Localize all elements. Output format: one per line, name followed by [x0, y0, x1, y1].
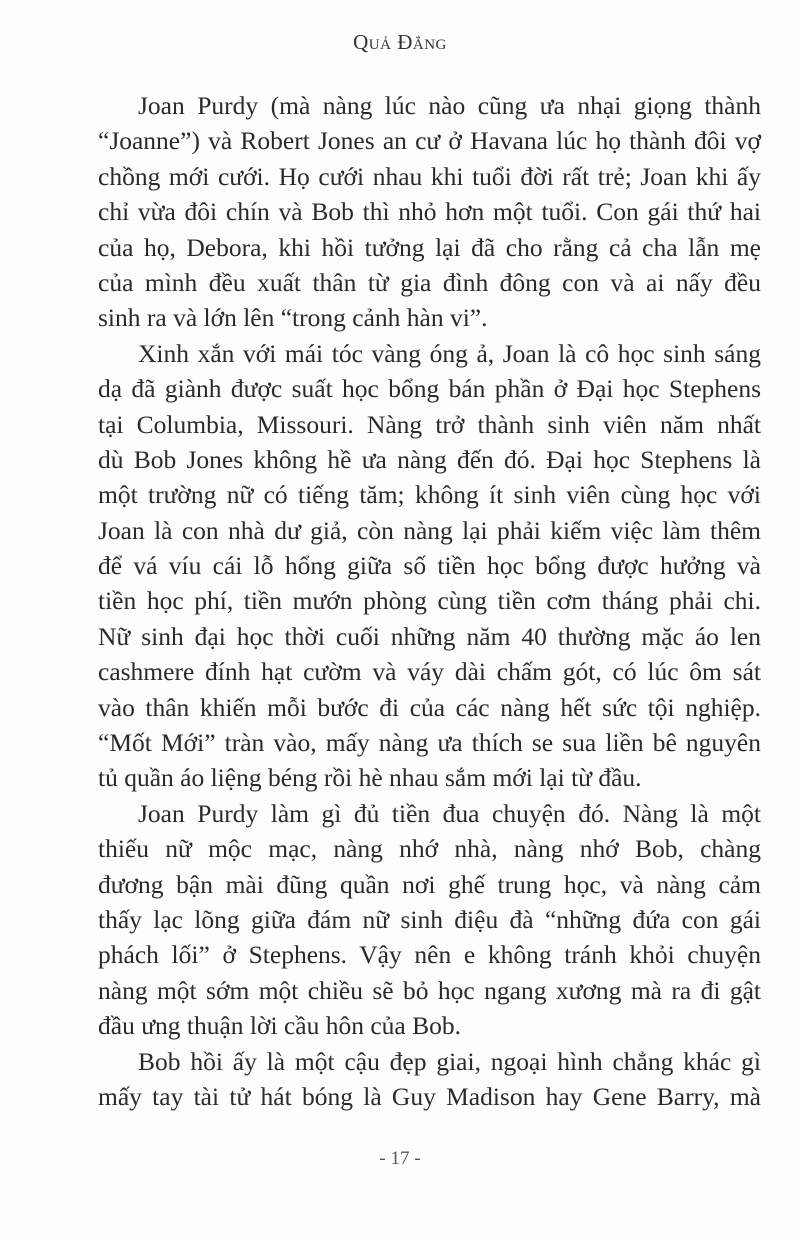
text-line: tại Columbia, Missouri. Nàng trở thành sinh viên năm nhất	[98, 409, 761, 439]
text-line: nàng một sớm một chiều sẽ bỏ học ngang xương mà ra đi gật	[98, 975, 761, 1005]
text-line: “Joanne”) và Robert Jones an cư ở Havana lúc họ thành đôi vợ	[98, 126, 761, 156]
text-line: dạ đã giành được suất học bổng bán phần ở Đại học Stephens	[98, 374, 761, 404]
paragraph	[98, 88, 761, 336]
text-line: mấy tay tài tử hát bóng là Guy Madison hay Gene Barry, mà	[98, 1081, 761, 1111]
running-header: Quả Đắng	[353, 30, 447, 54]
text-line: của mình đều xuất thân từ gia đình đông con và ai nấy đều	[98, 267, 761, 297]
text-line: chồng mới cưới. Họ cưới nhau khi tuổi đời rất trẻ; Joan khi ấy	[98, 161, 761, 191]
text-line: sinh ra và lớn lên “trong cảnh hàn vi”.	[98, 303, 488, 333]
text-line: của họ, Debora, khi hồi tưởng lại đã cho rằng cả cha lẫn mẹ	[98, 232, 761, 262]
text-line: “Mốt Mới” tràn vào, mấy nàng ưa thích se sua liền bê nguyên	[98, 728, 761, 758]
text-line: tiền học phí, tiền mướn phòng cùng tiền cơm tháng phải chi.	[98, 586, 761, 616]
text-line: một trường nữ có tiếng tăm; không ít sinh viên cùng học với	[98, 480, 761, 510]
text-line: để vá víu cái lỗ hổng giữa số tiền học bổng được hưởng và	[98, 551, 761, 581]
text-line: thấy lạc lõng giữa đám nữ sinh điệu đà “những đứa con gái	[98, 904, 761, 934]
text-line: dù Bob Jones không hề ưa nàng đến đó. Đại học Stephens là	[98, 444, 761, 474]
text-line: vào thân khiến mỗi bước đi của các nàng hết sức tội nghiệp.	[98, 692, 761, 722]
text-line: Bob hồi ấy là một cậu đẹp giai, ngoại hình chẳng khác gì	[138, 1046, 761, 1076]
body-text	[98, 88, 761, 1114]
paragraph	[98, 796, 761, 1044]
text-line: tủ quần áo liệng béng rồi hè nhau sắm mới lại từ đầu.	[98, 763, 642, 793]
text-line: Joan Purdy (mà nàng lúc nào cũng ưa nhại giọng thành	[138, 91, 761, 120]
text-line: cashmere đính hạt cườm và váy dài chấm gót, có lúc ôm sát	[98, 657, 761, 687]
text-line: Xinh xắn với mái tóc vàng óng ả, Joan là cô học sinh sáng	[138, 338, 761, 368]
paragraph	[98, 1044, 761, 1115]
text-line: thiếu nữ mộc mạc, nàng nhớ nhà, nàng nhớ Bob, chàng	[98, 834, 761, 864]
text-line: chỉ vừa đôi chín và Bob thì nhỏ hơn một tuổi. Con gái thứ hai	[98, 197, 761, 227]
page-number: - 17 -	[379, 1148, 421, 1169]
text-line: Joan là con nhà dư giả, còn nàng lại phải kiếm việc làm thêm	[98, 515, 761, 545]
text-line: Joan Purdy làm gì đủ tiền đua chuyện đó. Nàng là một	[138, 798, 761, 828]
text-line: đầu ưng thuận lời cầu hôn của Bob.	[98, 1011, 461, 1041]
text-line: phách lối” ở Stephens. Vậy nên e không tránh khỏi chuyện	[98, 940, 761, 970]
text-line: Nữ sinh đại học thời cuối những năm 40 thường mặc áo len	[98, 621, 761, 651]
text-line: đương bận mài đũng quần nơi ghế trung học, và nàng cảm	[98, 869, 761, 899]
paragraph	[98, 336, 761, 796]
